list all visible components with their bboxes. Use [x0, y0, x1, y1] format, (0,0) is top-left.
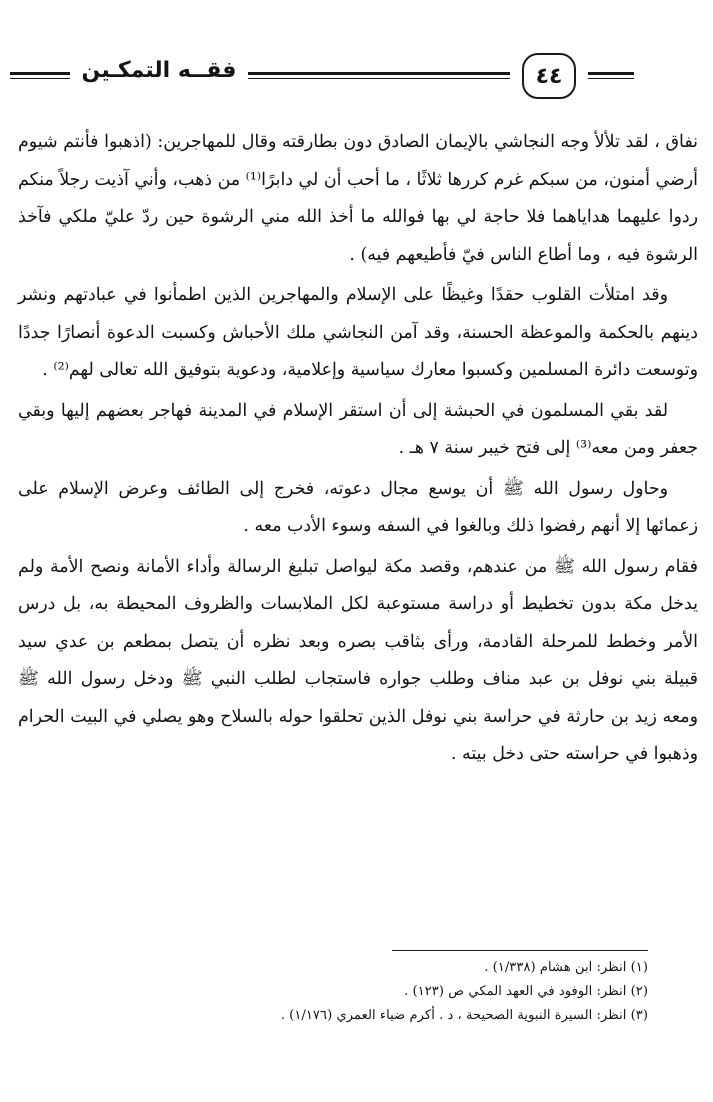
footnotes: [200, 956, 648, 1028]
page-number: ٤٤: [522, 53, 576, 99]
page-header: [0, 50, 713, 106]
paragraph-4: وحاول رسول الله ﷺ أن يوسع مجال دعوته، فخرج إلى الطائف وعرض الإسلام على زعمائها إلا أنهم رفضوا ذلك وبالغوا في السفه وسوء الأدب معه .: [18, 478, 698, 536]
paragraph-2: وقد امتلأت القلوب حقدًا وغيظًا على الإسلام والمهاجرين الذين اطمأنوا في عبادتهم ونشر دينهم بالحكمة والموعظة الحسنة، وقد آمن النجاشي ملك الأحباش وكسبت الدعوة أنصارًا جددًا وتوسعت دائرة المسلمين وكسبوا معارك سياسية وإعلامية، ودعوية بتوفيق الله تعالى لهم⁽²⁾ .: [18, 285, 698, 380]
running-title: فقــه التمكـين: [81, 58, 237, 83]
body-text: [18, 124, 698, 774]
header-rule-left: [10, 72, 70, 79]
footnote-3: (٣) انظر: السيرة النبوية الصحيحة ، د . أكرم ضياء العمري (١/١٧٦) .: [280, 1008, 648, 1023]
paragraph-5: فقام رسول الله ﷺ من عندهم، وقصد مكة ليواصل تبليغ الرسالة وأداء الأمانة ونصح الأمة ولم يدخل مكة بدون تخطيط أو دراسة مستوعبة لكل الملابسات والظروف المحيطة به، بل درس الأمر وخطط للمرحلة القادمة، ورأى بثاقب بصره وبعد نظره أن يتصل بمطعم بن عدي سيد قبيلة بني نوفل بن عبد مناف وطلب جواره فاستجاب لطلب النبي ﷺ ودخل رسول الله ﷺ ومعه زيد بن حارثة في حراسة بني نوفل الذين تحلقوا حوله بالسلاح وهو يصلي في البيت الحرام وذهبوا في حراسته حتى دخل بيته .: [18, 556, 698, 764]
paragraph-3: لقد بقي المسلمون في الحبشة إلى أن استقر الإسلام في المدينة فهاجر بعضهم إليها وبقي جعفر ومن معه⁽³⁾ إلى فتح خيبر سنة ٧ هـ .: [18, 400, 698, 458]
header-rule-right: [588, 72, 634, 79]
footnote-2: (٢) انظر: الوفود في العهد المكي ص (١٢٣) .: [404, 984, 648, 999]
footnote-separator: [392, 950, 648, 951]
footnote-1: (١) انظر: ابن هشام (١/٣٣٨) .: [484, 960, 648, 975]
header-rule-middle: [248, 72, 510, 79]
paragraph-1: نفاق ، لقد تلألأ وجه النجاشي بالإيمان الصادق دون بطارقته وقال للمهاجرين: (اذهبوا فأنتم شيوم أرضي أمنون، من سبكم غرم كررها ثلاثًا ، ما أحب أن لي دابرًا⁽¹⁾ من ذهب، وأني آذيت رجلاً منكم ردوا عليهما هداياهما فلا حاجة لي بها فوالله ما أخذ الله مني الرشوة حين ردّ عليّ ملكي فآخذ الرشوة فيه ، وما أطاع الناس فيّ فأطيعهم فيه) .: [18, 132, 698, 265]
